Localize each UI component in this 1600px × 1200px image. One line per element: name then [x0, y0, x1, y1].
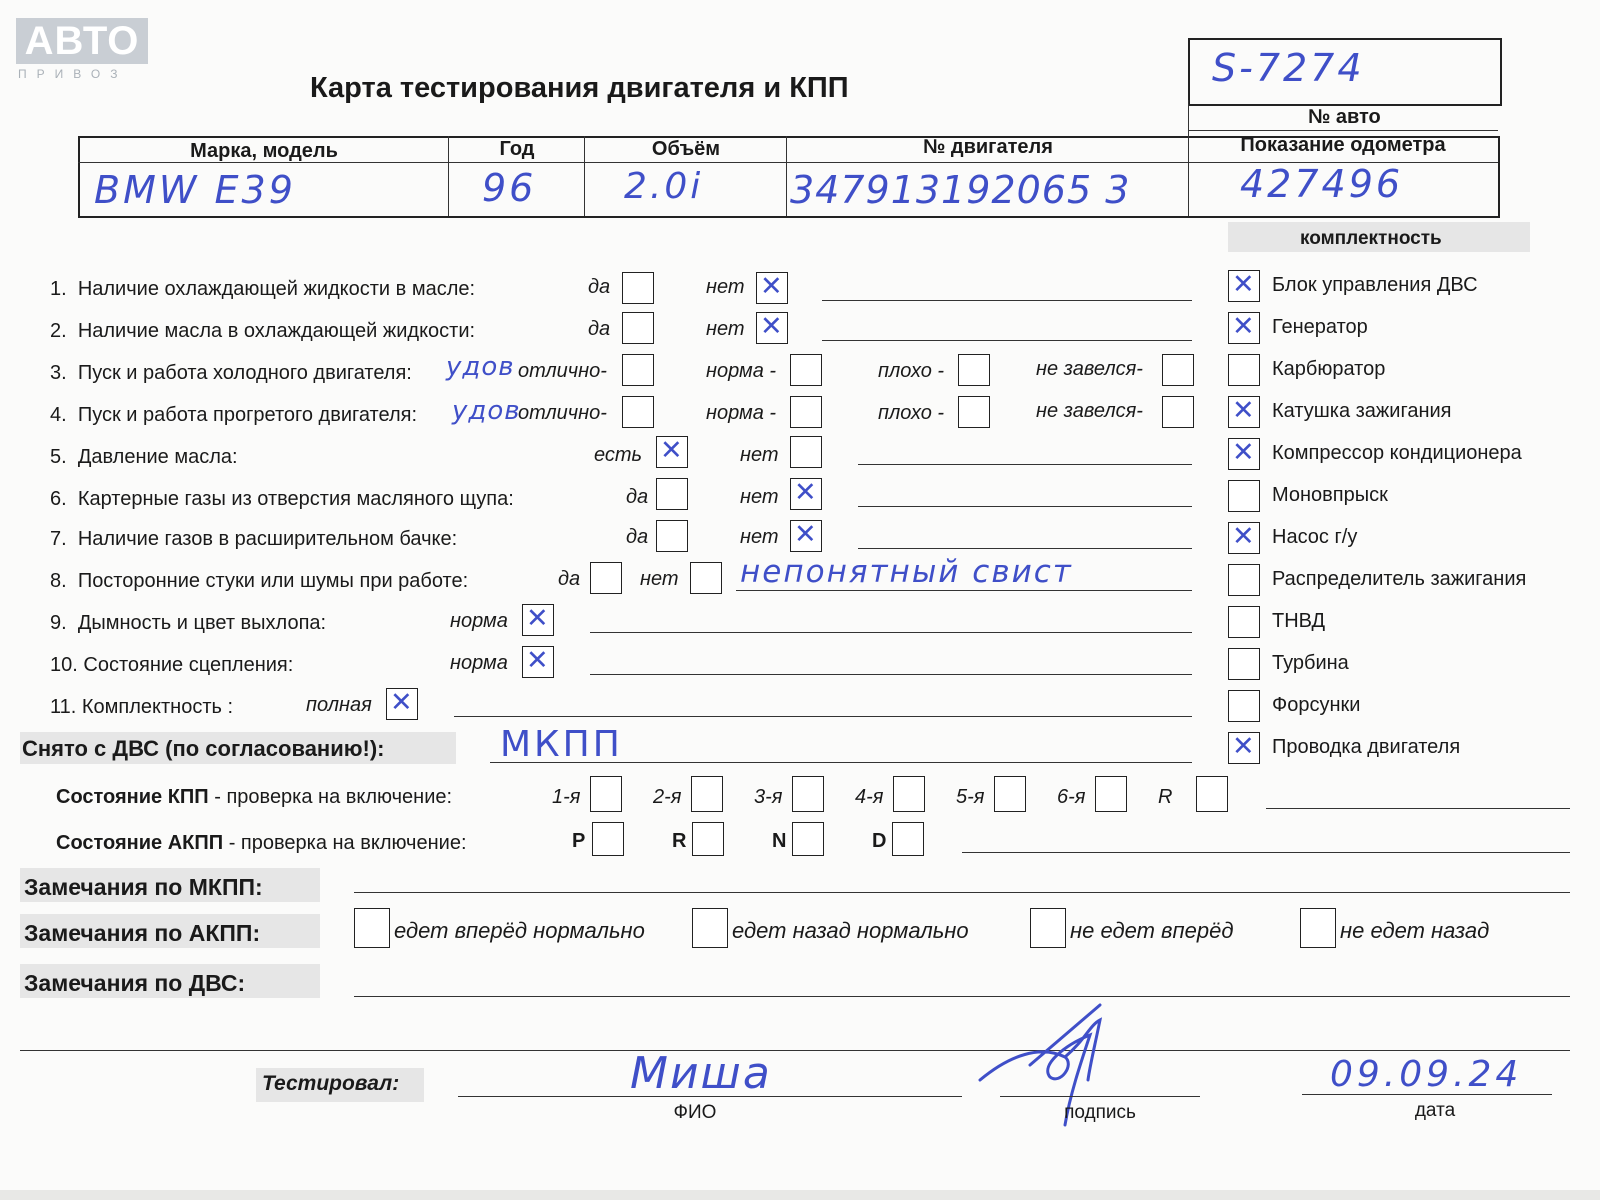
kpp-check-label: Состояние КПП - проверка на включение:: [56, 786, 453, 808]
tested-by-label: Тестировал:: [262, 1072, 400, 1095]
kit-checkbox[interactable]: [1228, 648, 1260, 680]
kit-checkbox[interactable]: [1228, 312, 1260, 344]
kit-checkbox[interactable]: [1228, 354, 1260, 386]
q7-yes-label: да: [626, 526, 649, 548]
avtoprivoz-logo: [16, 18, 148, 64]
q5-yes-checkbox[interactable]: [656, 436, 688, 468]
akpp-remark-label: не едет назад: [1340, 918, 1490, 943]
page-title: Карта тестирования двигателя и КПП: [310, 72, 849, 104]
q2-yes-label: да: [588, 318, 611, 340]
q3-nostart-label: не завелся-: [1036, 358, 1143, 380]
kit-checkbox[interactable]: [1228, 438, 1260, 470]
kpp-gear-label: 2-я: [653, 786, 682, 808]
q9-text: 9. Дымность и цвет выхлопа:: [50, 612, 327, 634]
akpp-mode-checkbox[interactable]: [592, 822, 624, 856]
kpp-gear-checkbox[interactable]: [590, 776, 622, 812]
q8-yes-checkbox[interactable]: [590, 562, 622, 594]
date-value: 09.09.24: [1330, 1054, 1523, 1095]
q7-yes-checkbox[interactable]: [656, 520, 688, 552]
kit-checkbox[interactable]: [1228, 522, 1260, 554]
q6-no-label: нет: [740, 486, 779, 508]
q5-no-checkbox[interactable]: [790, 436, 822, 468]
akpp-mode-label: D: [872, 830, 887, 852]
akpp-remark-checkbox[interactable]: [692, 908, 728, 948]
q3-bad-checkbox[interactable]: [958, 354, 990, 386]
q2-no-label: нет: [706, 318, 745, 340]
logo-text: АВТО: [24, 19, 140, 63]
akpp-mode-label: R: [672, 830, 687, 852]
q1-no-label: нет: [706, 276, 745, 298]
q6-no-checkbox[interactable]: [790, 478, 822, 510]
kit-item-label: Моновпрыск: [1272, 484, 1388, 506]
q3-excellent-label: отлично-: [518, 360, 607, 382]
q5-text: 5. Давление масла:: [50, 446, 238, 468]
remarks-mkpp-label: Замечания по МКПП:: [24, 874, 263, 900]
q3-normal-checkbox[interactable]: [790, 354, 822, 386]
q3-nostart-checkbox[interactable]: [1162, 354, 1194, 386]
q6-text: 6. Картерные газы из отверстия масляного щупа:: [50, 488, 514, 510]
kit-item-label: ТНВД: [1272, 610, 1326, 632]
q2-yes-checkbox[interactable]: [622, 312, 654, 344]
kit-checkbox[interactable]: [1228, 690, 1260, 722]
auto-number-label: № авто: [1308, 106, 1381, 128]
q10-normal-label: норма: [450, 652, 508, 674]
akpp-mode-label: N: [772, 830, 787, 852]
q4-nostart-label: не завелся-: [1036, 400, 1143, 422]
removed-label: Снято с ДВС (по согласованию!):: [22, 736, 385, 761]
q4-excellent-label: отлично-: [518, 402, 607, 424]
q11-text: 11. Комплектность :: [50, 696, 234, 718]
engine-no-value: 347913192065 3: [790, 168, 1131, 212]
q6-yes-checkbox[interactable]: [656, 478, 688, 510]
tester-name-value: Миша: [630, 1048, 772, 1099]
q11-full-checkbox[interactable]: [386, 688, 418, 720]
q7-no-label: нет: [740, 526, 779, 548]
q10-text: 10. Состояние сцепления:: [50, 654, 294, 676]
akpp-mode-checkbox[interactable]: [792, 822, 824, 856]
q3-bad-label: плохо -: [878, 360, 945, 382]
kit-item-label: Блок управления ДВС: [1272, 274, 1478, 296]
kit-checkbox[interactable]: [1228, 606, 1260, 638]
q1-yes-checkbox[interactable]: [622, 272, 654, 304]
q3-excellent-checkbox[interactable]: [622, 354, 654, 386]
year-value: 96: [482, 166, 537, 210]
odometer-value: 427496: [1240, 162, 1404, 206]
signature-caption: подпись: [1064, 1102, 1136, 1123]
q9-normal-label: норма: [450, 610, 508, 632]
akpp-mode-checkbox[interactable]: [892, 822, 924, 856]
q3-note: удов: [446, 352, 515, 382]
logo-subtitle: ПРИВОЗ: [18, 67, 128, 81]
kpp-gear-checkbox[interactable]: [792, 776, 824, 812]
remarks-akpp-label: Замечания по АКПП:: [24, 920, 261, 946]
removed-value: МКПП: [500, 724, 623, 765]
remarks-dvs-label: Замечания по ДВС:: [24, 970, 246, 996]
akpp-remark-label: едет вперёд нормально: [394, 918, 645, 943]
kpp-gear-label: 3-я: [754, 786, 783, 808]
q2-text: 2. Наличие масла в охлаждающей жидкости:: [50, 320, 476, 342]
col-make-model: Марка, модель: [190, 140, 338, 162]
kpp-gear-label: 1-я: [552, 786, 581, 808]
kit-item-label: Форсунки: [1272, 694, 1361, 716]
kit-item-label: Проводка двигателя: [1272, 736, 1461, 758]
kpp-gear-checkbox[interactable]: [1095, 776, 1127, 812]
volume-value: 2.0i: [624, 166, 704, 207]
q9-normal-checkbox[interactable]: [522, 604, 554, 636]
q4-excellent-checkbox[interactable]: [622, 396, 654, 428]
q1-yes-label: да: [588, 276, 611, 298]
col-year: Год: [499, 138, 535, 160]
col-engine-no: № двигателя: [923, 136, 1053, 158]
col-odometer: Показание одометра: [1240, 134, 1446, 156]
auto-number-value: S-7274: [1212, 46, 1365, 90]
kit-checkbox[interactable]: [1228, 564, 1260, 596]
kpp-gear-checkbox[interactable]: [994, 776, 1026, 812]
col-volume: Объём: [651, 138, 721, 160]
kpp-gear-label: 5-я: [956, 786, 985, 808]
kit-checkbox[interactable]: [1228, 396, 1260, 428]
akpp-check-label: Состояние АКПП - проверка на включение:: [56, 832, 467, 854]
kit-item-label: Компрессор кондиционера: [1272, 442, 1522, 464]
akpp-remark-checkbox[interactable]: [1030, 908, 1066, 948]
q4-bad-label: плохо -: [878, 402, 945, 424]
akpp-mode-label: P: [572, 830, 586, 852]
kit-item-label: Насос г/у: [1272, 526, 1358, 548]
kit-item-label: Катушка зажигания: [1272, 400, 1452, 422]
kit-item-label: Генератор: [1272, 316, 1368, 338]
kpp-gear-label: 4-я: [855, 786, 884, 808]
q8-no-label: нет: [640, 568, 679, 590]
q7-no-checkbox[interactable]: [790, 520, 822, 552]
q2-no-checkbox[interactable]: [756, 312, 788, 344]
akpp-mode-checkbox[interactable]: [692, 822, 724, 856]
akpp-remark-checkbox[interactable]: [1300, 908, 1336, 948]
q8-no-checkbox[interactable]: [690, 562, 722, 594]
q3-text: 3. Пуск и работа холодного двигателя:: [50, 362, 412, 384]
q3-normal-label: норма -: [706, 360, 777, 382]
q5-yes-label: есть: [594, 444, 643, 466]
kit-item-label: Карбюратор: [1272, 358, 1386, 380]
q6-yes-label: да: [626, 486, 649, 508]
q4-normal-label: норма -: [706, 402, 777, 424]
q4-text: 4. Пуск и работа прогретого двигателя:: [50, 404, 418, 426]
q4-nostart-checkbox[interactable]: [1162, 396, 1194, 428]
make-model-value: BMW E39: [94, 168, 296, 212]
kit-item-label: Турбина: [1272, 652, 1349, 674]
q1-no-checkbox[interactable]: [756, 272, 788, 304]
q4-normal-checkbox[interactable]: [790, 396, 822, 428]
date-caption: дата: [1414, 1100, 1456, 1121]
kit-title: комплектность: [1300, 228, 1442, 249]
q4-note: удов: [452, 396, 521, 426]
kpp-gear-checkbox[interactable]: [893, 776, 925, 812]
kit-item-label: Распределитель зажигания: [1272, 568, 1527, 590]
kit-checkbox[interactable]: [1228, 270, 1260, 302]
q5-no-label: нет: [740, 444, 779, 466]
q4-bad-checkbox[interactable]: [958, 396, 990, 428]
q8-note: непонятный свист: [740, 554, 1073, 590]
name-caption: ФИО: [673, 1102, 717, 1123]
akpp-remark-label: не едет вперёд: [1070, 918, 1234, 943]
kpp-gear-checkbox[interactable]: [1196, 776, 1228, 812]
kpp-gear-checkbox[interactable]: [691, 776, 723, 812]
kit-checkbox[interactable]: [1228, 480, 1260, 512]
kpp-gear-label: R: [1158, 786, 1173, 808]
q10-normal-checkbox[interactable]: [522, 646, 554, 678]
q7-text: 7. Наличие газов в расширительном бачке:: [50, 528, 458, 550]
q1-text: 1. Наличие охлаждающей жидкости в масле:: [50, 278, 476, 300]
akpp-remark-label: едет назад нормально: [732, 918, 969, 943]
kpp-gear-label: 6-я: [1057, 786, 1086, 808]
q11-full-label: полная: [306, 694, 372, 716]
kit-checkbox[interactable]: [1228, 732, 1260, 764]
q8-yes-label: да: [558, 568, 581, 590]
q8-text: 8. Посторонние стуки или шумы при работе:: [50, 570, 469, 592]
akpp-remark-checkbox[interactable]: [354, 908, 390, 948]
